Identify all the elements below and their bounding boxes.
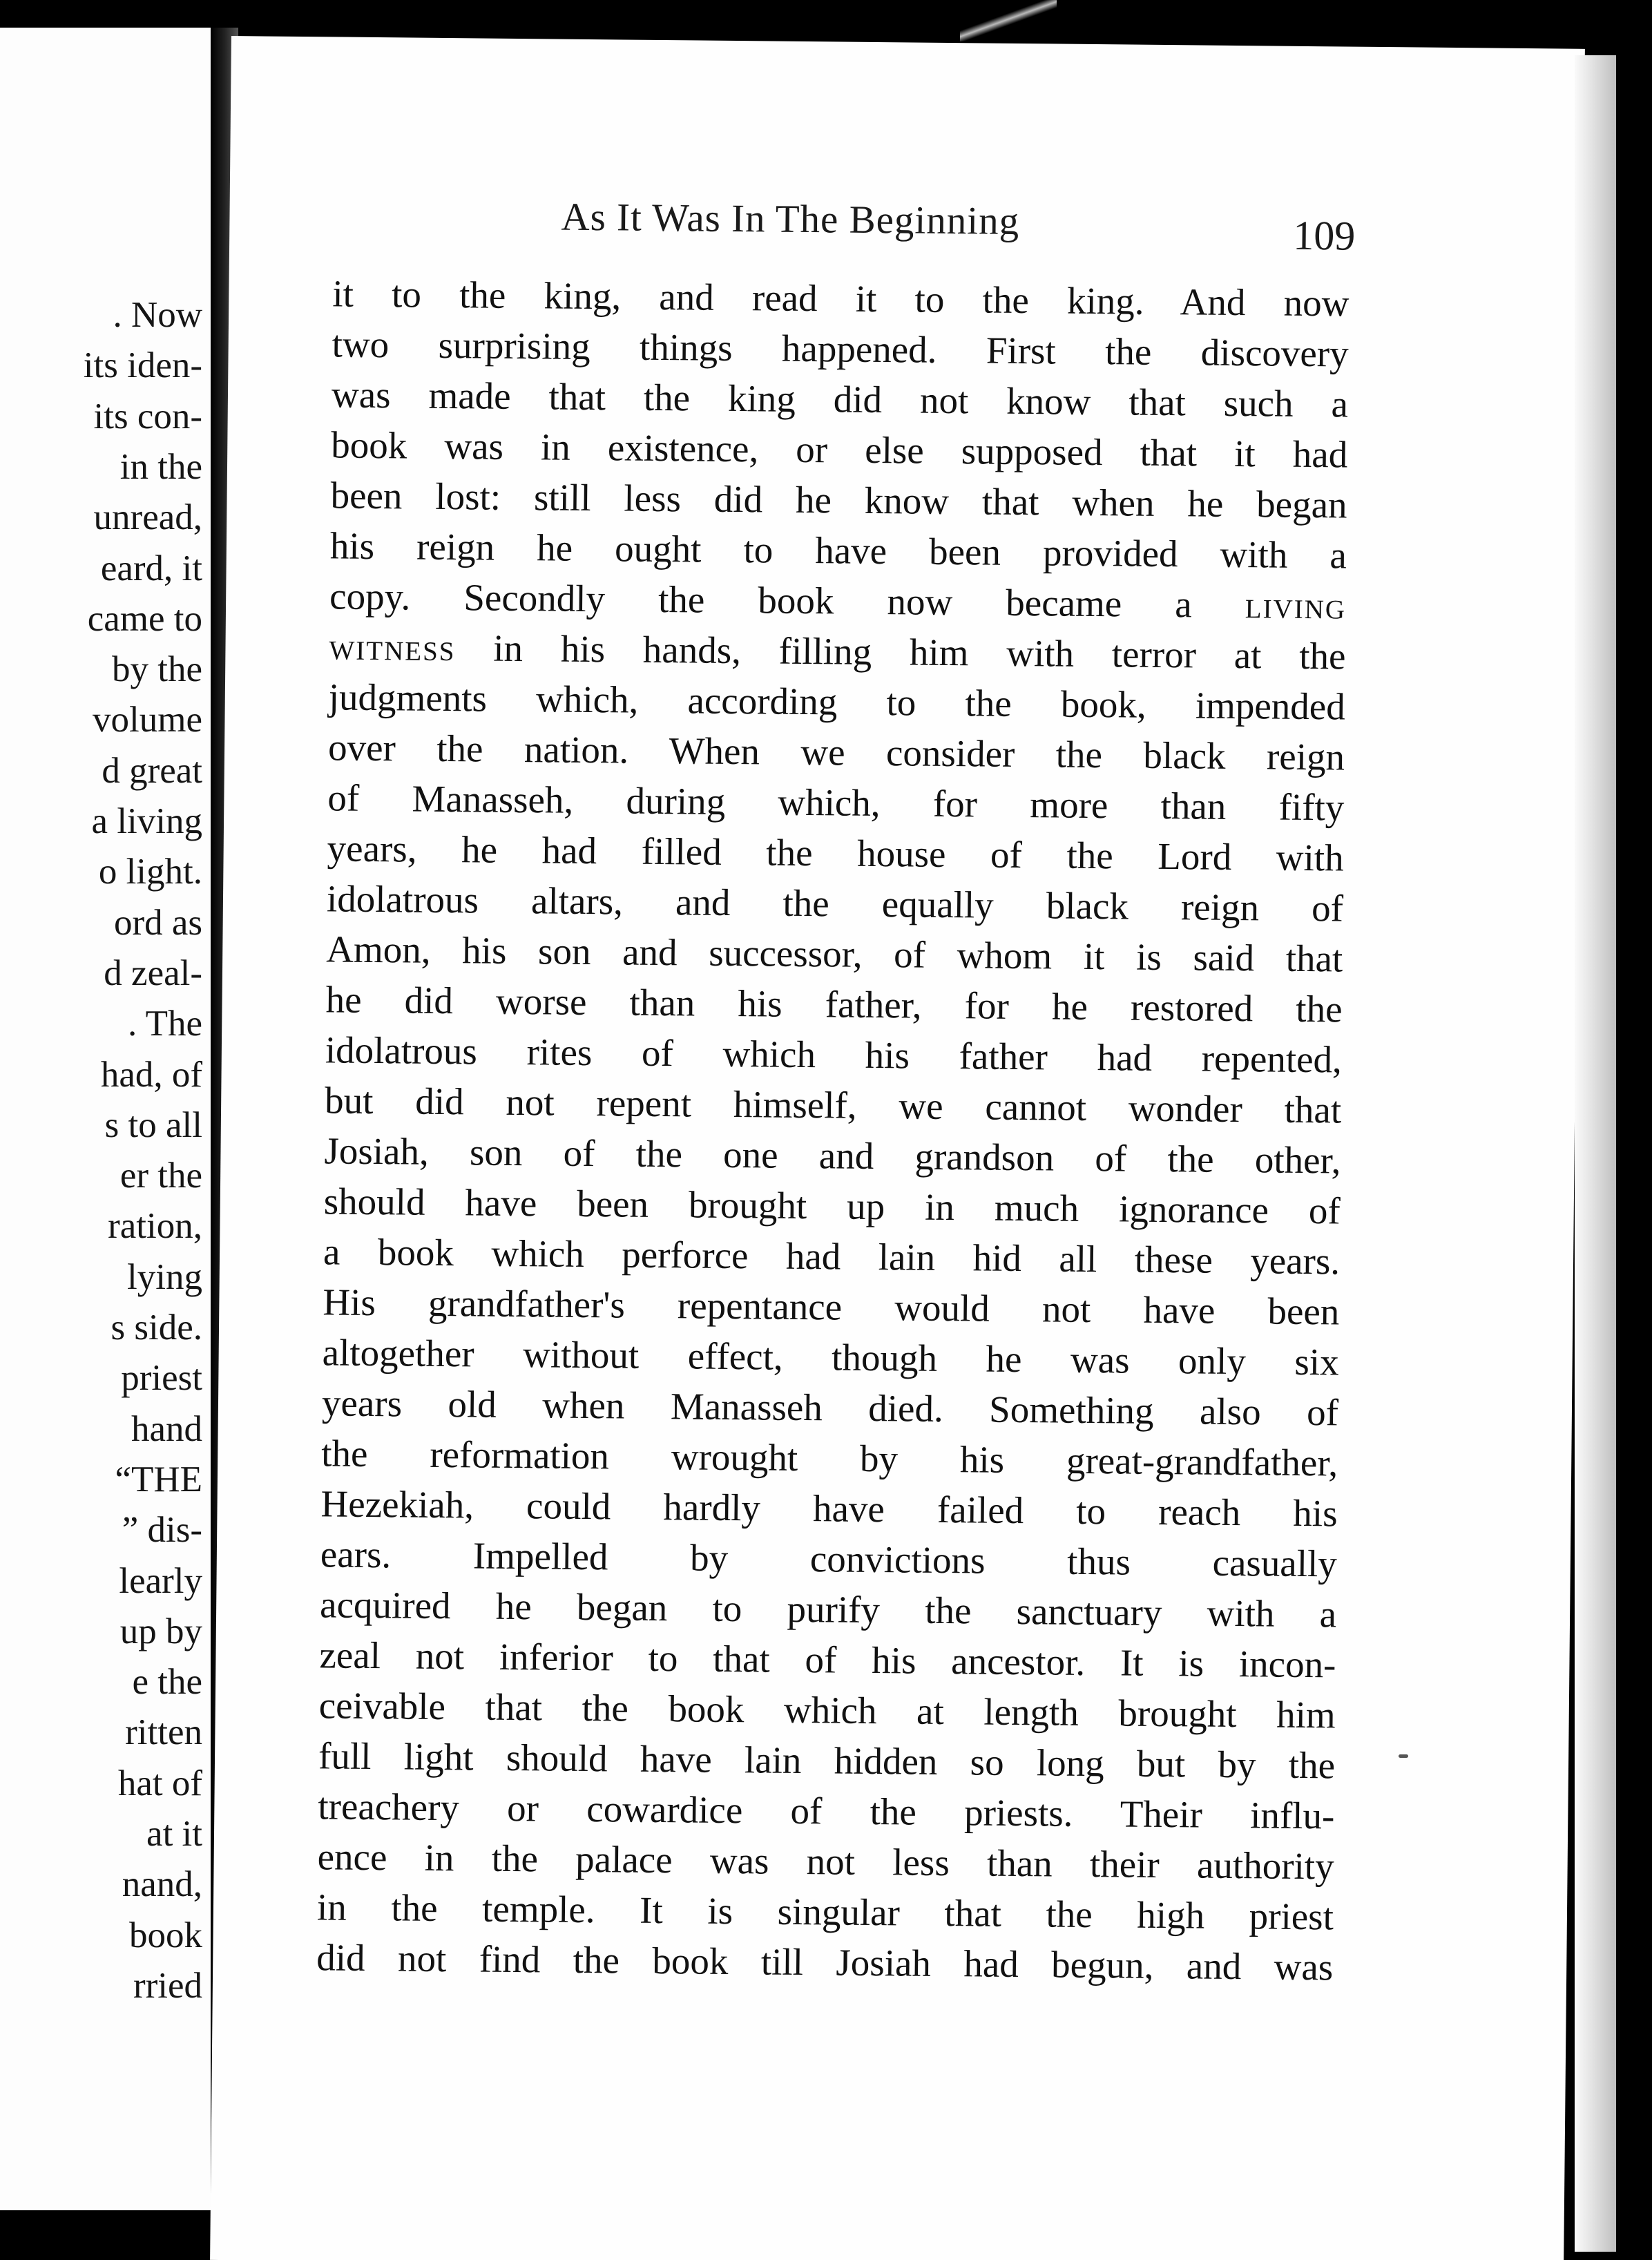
left-page-line: ” dis-: [122, 1510, 202, 1551]
left-page-line: its con-: [93, 396, 202, 437]
left-page-line: s to all: [104, 1104, 202, 1145]
body-line: Josiah, son of the one and grandson of the other,: [324, 1129, 1341, 1182]
body-line: two surprising things happened. First the discovery: [332, 323, 1349, 375]
left-page-line: volume: [93, 700, 202, 740]
scratch-mark: [960, 0, 1057, 41]
left-page-line: o light.: [98, 852, 202, 892]
left-page-line: d great: [102, 750, 202, 791]
body-line: [329, 571, 1347, 631]
left-page-line: ritten: [125, 1712, 202, 1753]
body-line: his reign he ought to have been provided with a: [329, 524, 1347, 577]
left-page-line: priest: [121, 1358, 202, 1399]
body-line-text: copy. Secondly the book now became a: [329, 575, 1246, 626]
left-page-line: “THE: [115, 1459, 202, 1500]
left-page-line: by the: [112, 649, 202, 690]
body-line: His grandfather's repentance would not have been: [323, 1281, 1340, 1333]
body-line: Amon, his son and successor, of whom it is said that: [326, 928, 1343, 980]
body-line: of Manasseh, during which, for more than fifty: [327, 776, 1345, 829]
left-page-line: came to: [87, 598, 202, 639]
smallcaps-phrase: witness: [329, 625, 456, 669]
body-line: years old when Manasseh died. Something also of: [321, 1381, 1339, 1434]
left-page-line: lying: [127, 1256, 202, 1297]
body-line: years, he had filled the house of the Lord with: [327, 827, 1344, 879]
body-line: treachery or cowardice of the priests. Their influ-: [318, 1785, 1335, 1837]
ink-speck: [1399, 1754, 1408, 1758]
left-page: [0, 28, 211, 2210]
body-line: acquired he began to purify the sanctuary with a: [319, 1583, 1337, 1636]
page-number: 109: [1292, 212, 1356, 259]
running-title: As It Was In The Beginning: [561, 195, 1020, 243]
left-page-line: book: [129, 1915, 202, 1955]
left-page-line: a living: [91, 801, 202, 841]
body-line-text: in his hands, filling him with terror at the: [455, 626, 1346, 678]
left-page-line: d zeal-: [104, 952, 202, 993]
body-line: the reformation wrought by his great-grandfather,: [321, 1432, 1338, 1484]
left-page-line: up by: [119, 1611, 202, 1651]
body-line: ceivable that the book which at length brought him: [318, 1684, 1336, 1736]
left-page-line: hat of: [117, 1763, 202, 1803]
body-line: should have been brought up in much ignorance of: [323, 1180, 1341, 1232]
page-edge: [1575, 55, 1616, 2252]
left-page-line: at it: [146, 1814, 202, 1854]
body-line: but did not repent himself, we cannot wonder that: [324, 1079, 1342, 1131]
smallcaps-phrase: living: [1245, 584, 1347, 627]
left-page-line: hand: [131, 1408, 202, 1449]
body-line: judgments which, according to the book, impended: [328, 676, 1346, 728]
left-page-line: s side.: [111, 1308, 202, 1348]
left-page-line: had, of: [100, 1054, 202, 1095]
left-page-line: ord as: [113, 902, 202, 943]
left-page-line: er the: [119, 1156, 202, 1196]
body-line: in the temple. It is singular that the high priest: [316, 1886, 1334, 1938]
left-page-line: in the: [119, 446, 202, 487]
left-page-line: rried: [133, 1965, 202, 2006]
body-line: been lost: still less did he know that when he began: [330, 474, 1347, 526]
body-line: ence in the palace was not less than their authority: [317, 1835, 1334, 1888]
body-text: [316, 268, 1350, 1992]
body-line: book was in existence, or else supposed that it had: [331, 423, 1348, 476]
left-page-line: its iden-: [83, 345, 202, 386]
body-line: ears. Impelled by convictions thus casually: [320, 1533, 1338, 1585]
left-page-line: . Now: [113, 295, 202, 335]
body-line: zeal not inferior to that of his ancestor. It is incon-: [319, 1634, 1336, 1686]
body-line: a book which perforce had lain hid all these years.: [323, 1230, 1341, 1283]
right-page: [210, 36, 1585, 2260]
left-page-line: learly: [119, 1560, 202, 1601]
body-line: idolatrous altars, and the equally black reign of: [326, 877, 1344, 930]
left-page-line: eard, it: [100, 548, 202, 588]
scan-border: [1616, 41, 1652, 2260]
body-line: was made that the king did not know that such a: [331, 373, 1349, 425]
left-page-line: nand,: [122, 1864, 202, 1905]
body-line: did not find the book till Josiah had begun, and was: [316, 1936, 1334, 1989]
body-line: it to the king, and read it to the king. And now: [332, 272, 1350, 325]
body-line: over the nation. When we consider the black reign: [327, 726, 1345, 778]
body-line: full light should have lain hidden so long but by the: [318, 1734, 1336, 1787]
body-line: idolatrous rites of which his father had repented,: [325, 1028, 1343, 1081]
left-page-line: unread,: [93, 497, 202, 538]
body-line: altogether without effect, though he was only six: [322, 1331, 1339, 1383]
left-page-line: . The: [128, 1004, 202, 1044]
body-line: [329, 621, 1346, 681]
left-page-line: e the: [132, 1662, 202, 1703]
body-line: Hezekiah, could hardly have failed to reach his: [320, 1482, 1338, 1535]
left-page-line: ration,: [108, 1206, 202, 1247]
body-line: he did worse than his father, for he restored the: [325, 978, 1343, 1031]
